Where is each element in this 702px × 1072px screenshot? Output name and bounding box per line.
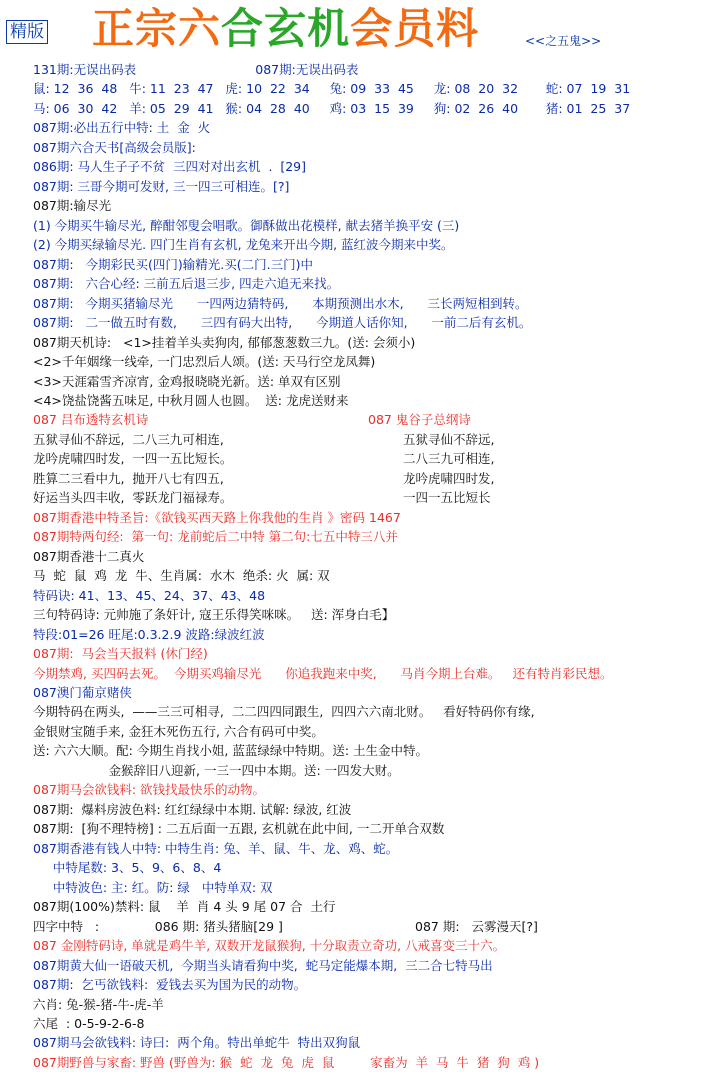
line-text: 087期: 今期彩民买(四门)输精光.买(二门.三门)中 xyxy=(33,256,313,272)
title-char: 玄 xyxy=(264,4,308,53)
content-line xyxy=(33,255,699,274)
content-line xyxy=(33,196,699,215)
line-text: 马: 06 30 42 羊: 05 29 41 猴: 04 28 40 鸡: 03 15 39 狗: 02 26 40 猪: 01 25 37 xyxy=(33,100,631,116)
line-text: 龙吟虎啸四时发, 一四一五比短长。 xyxy=(33,451,233,467)
line-text: 金银财宝随手来, 金狂木死伤五行, 六合有码可中奖。 xyxy=(33,723,324,739)
line-text: 087期: 乞丐欲钱料: 爱钱去买为国为民的动物。 xyxy=(33,977,307,993)
line-text: 087期野兽与家畜: 野兽 (野兽为: 猴 蛇 龙 兔 虎 鼠 家畜为 羊 马 牛 猪 狗 鸡 ) xyxy=(33,1054,540,1070)
line-text: 马 蛇 鼠 鸡 龙 牛、生肖属: 水木 绝杀: 火 属: 双 xyxy=(33,568,330,584)
line-text: 鼠: 12 36 48 牛: 11 23 47 虎: 10 22 34 兔: 09 33 45 龙: 08 20 32 蛇: 07 19 31 xyxy=(33,81,631,97)
line-text: 087期:必出五行中特: 土 金 火 xyxy=(33,120,211,136)
line-text: 087期:输尽光 xyxy=(33,198,112,214)
content-line xyxy=(33,761,699,780)
content-line xyxy=(33,527,699,546)
line-text: 好运当头四丰收, 零跃龙门福禄寿。 xyxy=(33,490,233,506)
line-text: 087期香港十二真火 xyxy=(33,548,145,564)
line-text: 087期: 今期买猪输尽光 一四两边猜特码, 本期预测出水木, 三长两短相到转。 xyxy=(33,295,528,311)
content-line xyxy=(33,430,699,449)
content-line xyxy=(33,99,699,118)
line-text: 087期: [狗不理特榜] : 二五后面一五跟, 玄机就在此中间, 一二开单合双数 xyxy=(33,821,445,837)
line-text: 六尾 : 0-5-9-2-6-8 xyxy=(33,1015,145,1031)
line-text: 087期特两句经: 第一句: 龙前蛇后二中特 第二句:七五中特三八并 xyxy=(33,529,398,545)
content-line xyxy=(33,819,699,838)
content-line xyxy=(33,702,699,721)
content-line xyxy=(33,235,699,254)
line-text: 087澳门葡京赌侠 xyxy=(33,685,132,700)
line-text-right: 087 期: 云雾漫天[?] xyxy=(415,918,538,934)
content-line xyxy=(33,878,699,897)
line-text-right: 087 鬼谷子总纲诗 xyxy=(368,412,471,428)
content-line xyxy=(33,975,699,994)
content-line xyxy=(33,372,699,391)
line-text: 087期黄大仙一语破天机, 今期当头请看狗中奖, 蛇马定能爆本期, 三二合七特马出 xyxy=(33,957,493,973)
page-subtitle: <<之五鬼>> xyxy=(525,34,602,48)
line-text: 087期: 马会当天报料 (休门经) xyxy=(33,646,208,662)
content-line xyxy=(33,644,699,663)
content-line xyxy=(33,664,699,683)
content-line xyxy=(33,177,699,196)
line-text: 三句特码诗: 元帅施了条奸计, 寇王乐得笑咪咪。 送: 浑身白毛】 xyxy=(33,607,395,623)
line-text: 中特尾数: 3、5、9、6、8、4 xyxy=(33,860,222,876)
page-title xyxy=(92,4,479,54)
line-text: 特码诀: 41、13、45、24、37、43、48 xyxy=(33,587,266,603)
version-badge: 精版 xyxy=(6,20,48,44)
line-text: (1) 今期买牛输尽光, 醉酣邻叟会唱歌。御酥做出花模样, 献去猪羊换平安 (三) xyxy=(33,217,460,233)
content-line xyxy=(33,897,699,916)
content-line xyxy=(33,216,699,235)
line-text: 中特波色: 主: 红。防: 绿 中特单双: 双 xyxy=(33,879,273,895)
content-line xyxy=(33,118,699,137)
content-line xyxy=(33,586,699,605)
content-line xyxy=(33,274,699,293)
content-line xyxy=(33,566,699,585)
content-line xyxy=(33,839,699,858)
line-text: (2) 今期买绿输尽光. 四门生肖有玄机, 龙兔来开出今期, 蓝红波今期来中奖。 xyxy=(33,237,454,253)
line-text: 六肖: 兔-猴-猪-牛-虎-羊 xyxy=(33,996,164,1012)
title-char: 合 xyxy=(221,4,265,53)
content-line xyxy=(33,936,699,955)
line-text: 087期香港中特圣旨:《欲钱买西天路上你我他的生肖 》密码 1467 xyxy=(33,509,401,525)
content-line xyxy=(33,352,699,371)
line-text-right: 一四一五比短长 xyxy=(403,490,491,506)
content-line xyxy=(33,547,699,566)
content-line xyxy=(33,683,699,702)
content-line xyxy=(33,488,699,507)
line-text: 今期禁鸡, 买四码去死。 今期买鸡输尽光 你追我跑来中奖, 马肖今期上台难。 还有特肖彩民想。 xyxy=(33,665,613,681)
content-line xyxy=(33,741,699,760)
line-text: 086期: 马人生子子不贫 三四对对出玄机 . [29] xyxy=(33,159,307,175)
title-char: 会 xyxy=(350,4,394,53)
line-text: <2>千年姻缘一线牵, 一门忠烈后人颂。(送: 天马行空龙凤舞) xyxy=(33,354,376,370)
line-text: 087 吕布透特玄机诗 xyxy=(33,412,149,428)
content-line xyxy=(33,60,699,79)
line-text: 胜算二三看中九, 抛开八七有四五, xyxy=(33,470,224,486)
line-text: 五狱寻仙不辞远, 二八三九可相连, xyxy=(33,431,224,447)
line-text-right: 龙吟虎啸四时发, xyxy=(403,470,495,486)
line-text: 131期:无误出码表 087期:无误出码表 xyxy=(33,62,359,77)
line-text: 金猴辞旧八迎新, 一三一四中本期。送: 一四发大财。 xyxy=(33,762,400,778)
content-line xyxy=(33,1014,699,1033)
content-line xyxy=(33,605,699,624)
line-text: 087期(100%)禁料: 鼠 羊 肖 4 头 9 尾 07 合 土行 xyxy=(33,899,336,915)
title-char: 机 xyxy=(307,4,351,53)
line-text: 087期天机诗: <1>挂着羊头卖狗肉, 郁郁葱葱数三九。(送: 会须小) xyxy=(33,334,416,350)
content-line xyxy=(33,956,699,975)
content-line xyxy=(33,995,699,1014)
line-text: 087期: 六合心经: 三前五后退三步, 四走六追无来找。 xyxy=(33,276,340,292)
content-line xyxy=(33,1033,699,1052)
content-line xyxy=(33,722,699,741)
line-text: 四字中特 : 086 期: 猪头猪脑[29 ] xyxy=(33,918,283,934)
line-text: 087期: 二一做五时有数, 三四有码大出特, 今期道人话你知, 一前二后有玄机。 xyxy=(33,315,532,331)
line-text-right: 二八三九可相连, xyxy=(403,451,495,467)
title-char: 六 xyxy=(178,4,222,53)
content-line xyxy=(33,800,699,819)
line-text: 087期: 爆料房波色料: 红红绿绿中本期. 试解: 绿波, 红波 xyxy=(33,801,352,817)
line-text: <4>饶盐饶酱五味足, 中秋月圆人也圆。 送: 龙虎送财来 xyxy=(33,392,349,408)
title-char: 料 xyxy=(436,4,480,53)
line-text: 送: 六六大顺。配: 今期生肖找小姐, 蓝蓝绿绿中特期。送: 土生金中特。 xyxy=(33,743,429,759)
content-line xyxy=(33,410,699,429)
content-line xyxy=(33,294,699,313)
content-line xyxy=(33,508,699,527)
line-text: 087期香港有钱人中特: 中特生肖: 兔、羊、鼠、牛、龙、鸡、蛇。 xyxy=(33,840,399,856)
title-char: 正 xyxy=(92,4,136,53)
title-char: 宗 xyxy=(135,4,179,53)
line-text: 今期特码在两头, ——三三可相寻, 二二四四同跟生, 四四六六南北财。 看好特码你有缘, xyxy=(33,704,535,720)
content-line xyxy=(33,138,699,157)
content-line xyxy=(33,625,699,644)
content-line xyxy=(33,313,699,332)
content-line xyxy=(33,157,699,176)
title-char: 员 xyxy=(393,4,437,53)
line-text: 087期马会欲钱料: 诗曰: 两个角。特出单蛇牛 特出双狗鼠 xyxy=(33,1035,361,1051)
content-list xyxy=(33,60,699,1072)
content-line xyxy=(33,858,699,877)
line-text: 087期: 三哥今期可发财, 三一四三可相连。[?] xyxy=(33,178,290,194)
content-line xyxy=(33,79,699,98)
content-line xyxy=(33,333,699,352)
content-line xyxy=(33,449,699,468)
content-line xyxy=(33,917,699,936)
line-text-right: 五狱寻仙不辞远, xyxy=(403,431,495,447)
content-line xyxy=(33,391,699,410)
content-line xyxy=(33,469,699,488)
line-text: 特段:01=26 旺尾:0.3.2.9 波路:绿波红波 xyxy=(33,626,265,642)
line-text: <3>天涯霜雪齐凉宵, 金鸡报晓晓光新。送: 单双有区别 xyxy=(33,373,341,389)
content-line xyxy=(33,1053,699,1072)
content-line xyxy=(33,780,699,799)
line-text: 087期六合天书[高级会员版]: xyxy=(33,139,196,155)
line-text: 087 金刚特码诗, 单就是鸡牛羊, 双数开龙鼠猴狗, 十分取责立奇功, 八戒喜变三十六。 xyxy=(33,938,506,954)
line-text: 087期马会欲钱料: 欲钱找最快乐的动物。 xyxy=(33,782,266,798)
